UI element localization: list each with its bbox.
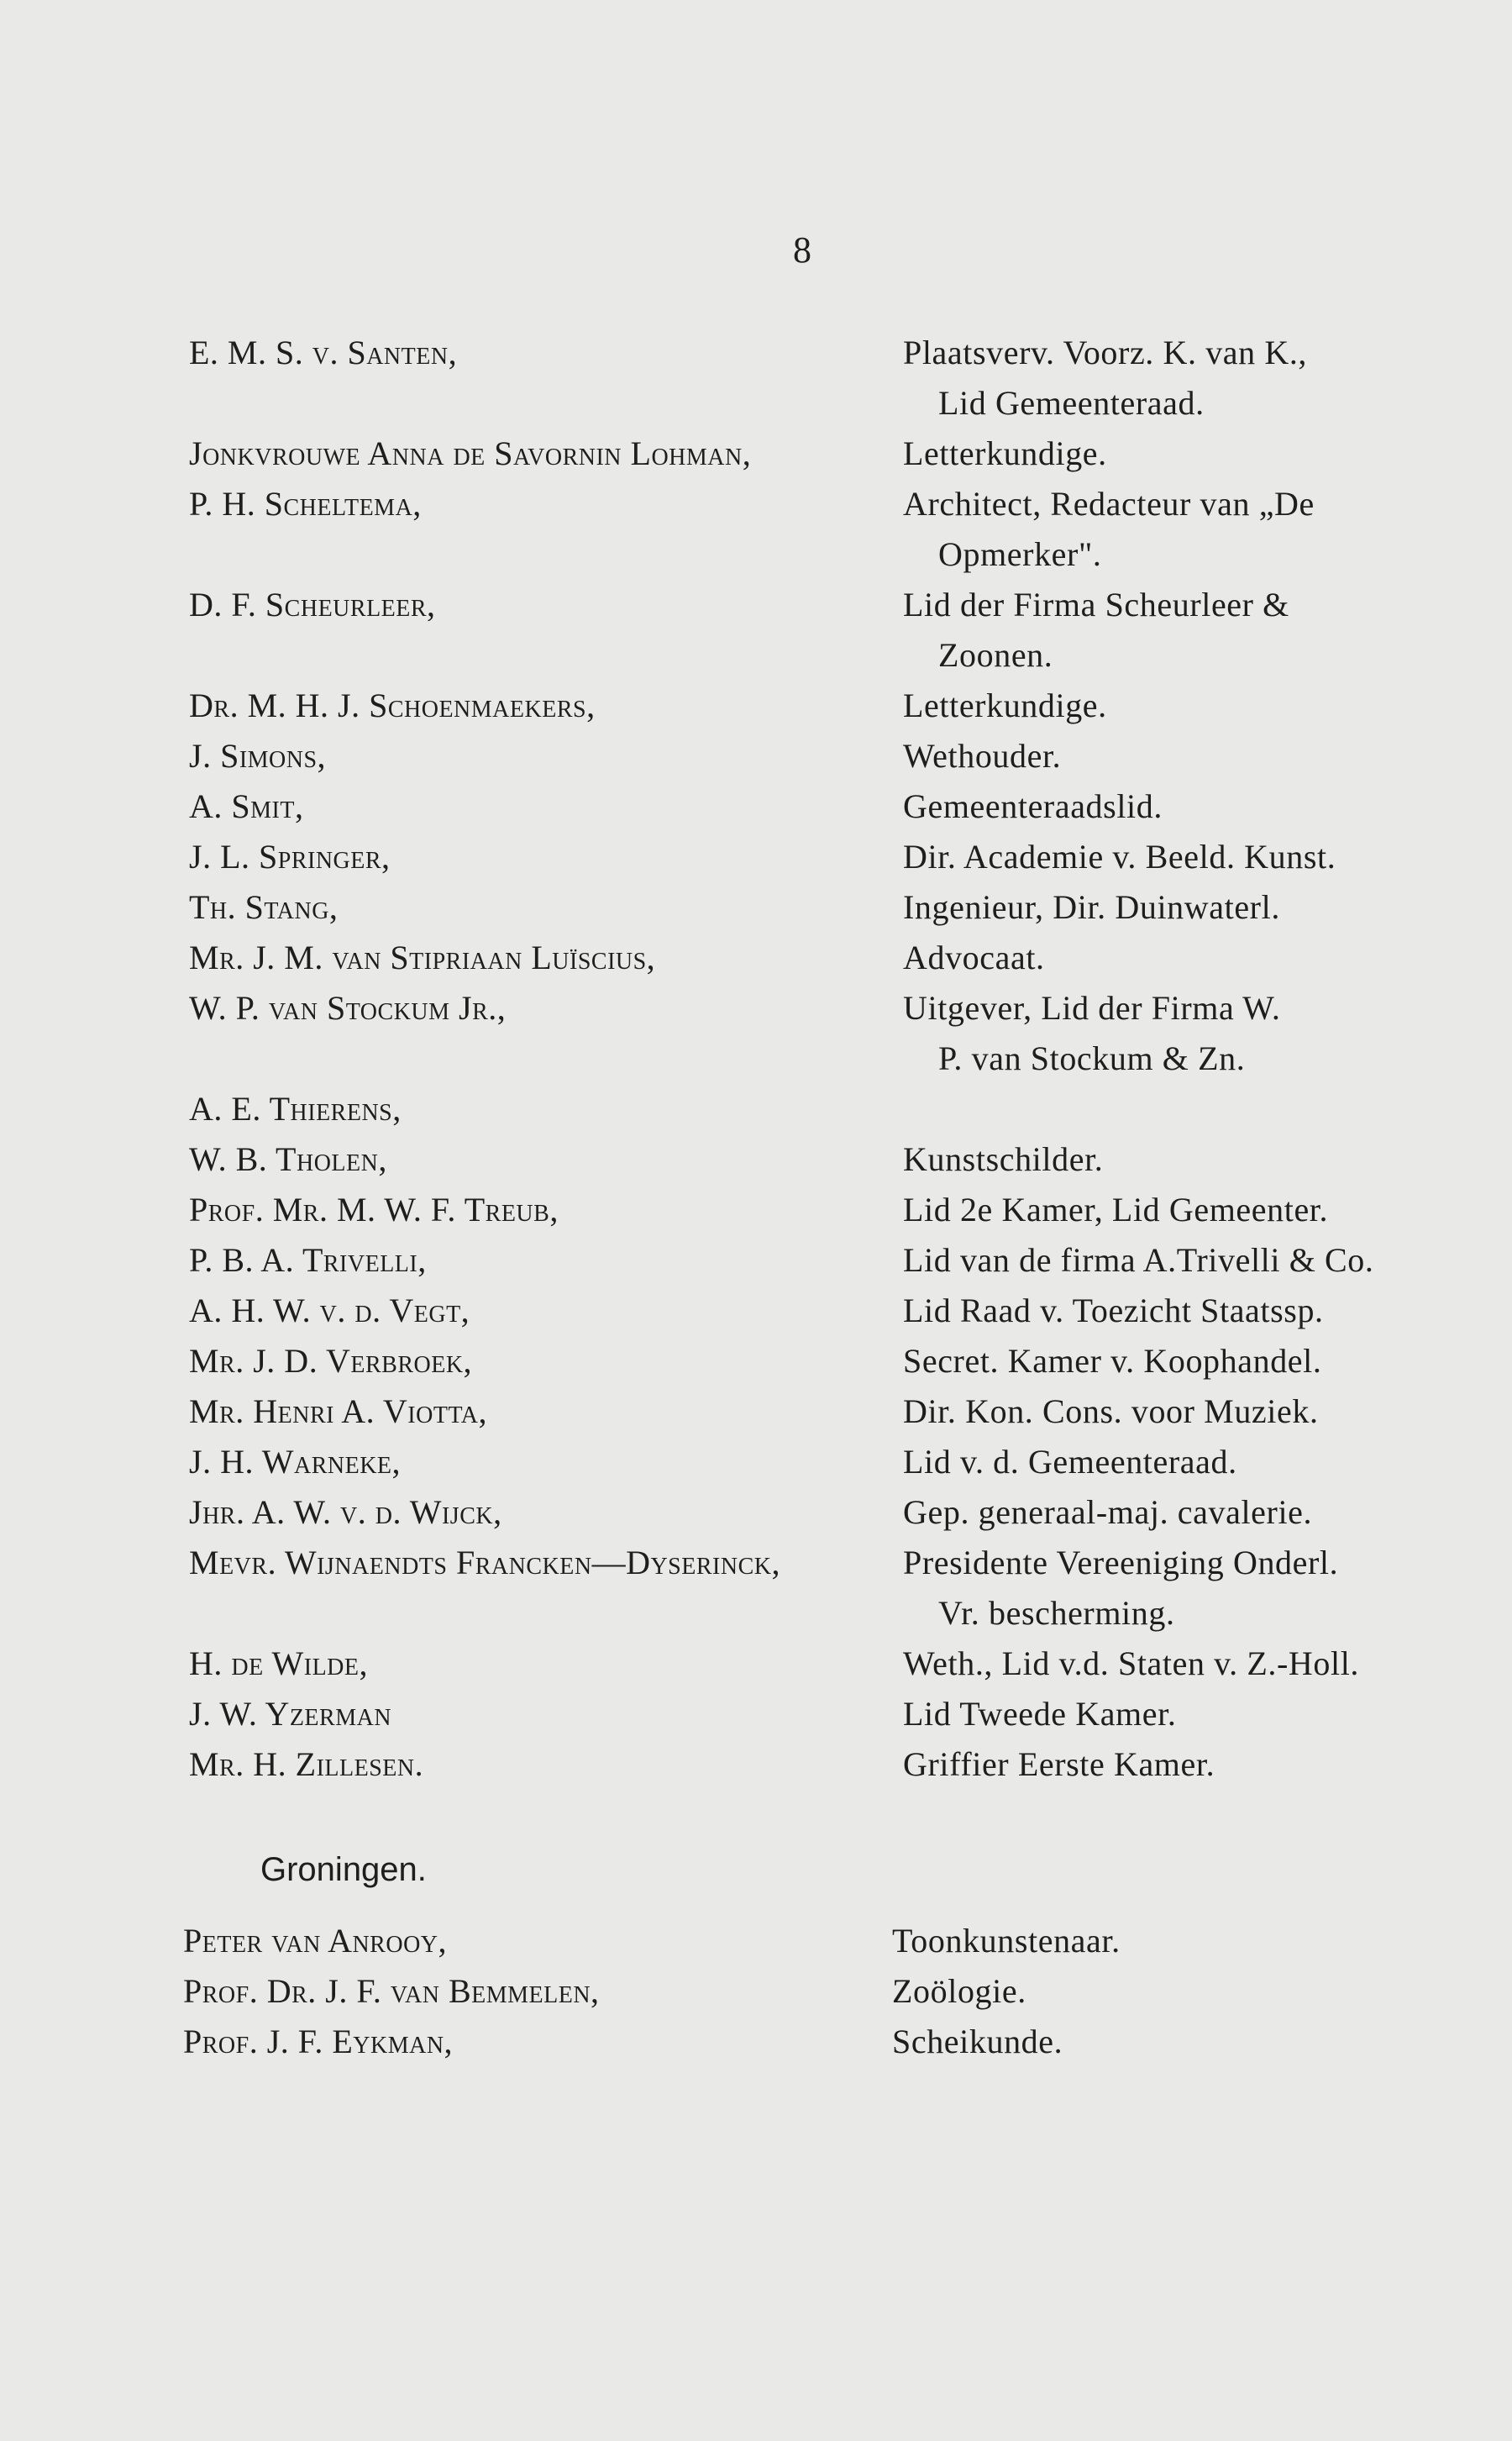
description-line: Gemeenteraadslid. bbox=[903, 787, 1163, 825]
member-description bbox=[903, 1336, 1321, 1386]
description-line: Gep. generaal-maj. cavalerie. bbox=[903, 1493, 1313, 1531]
description-line: Lid van de firma A.Trivelli & Co. bbox=[903, 1241, 1374, 1279]
member-entry bbox=[0, 781, 1512, 832]
member-name: J. Simons, bbox=[189, 737, 327, 775]
groningen-entry bbox=[0, 2017, 1512, 2067]
description-line: Presidente Vereeniging Onderl. bbox=[903, 1544, 1339, 1581]
member-name: Jonkvrouwe Anna de Savornin Lohman, bbox=[189, 434, 752, 472]
description-line: Weth., Lid v.d. Staten v. Z.-Holl. bbox=[903, 1644, 1360, 1682]
member-name: P. B. A. Trivelli, bbox=[189, 1241, 427, 1279]
description-line: Ingenieur, Dir. Duinwaterl. bbox=[903, 888, 1280, 926]
member-name: J. L. Springer, bbox=[189, 838, 391, 876]
member-entry bbox=[0, 882, 1512, 933]
member-entry bbox=[0, 1538, 1512, 1632]
member-name: Peter van Anrooy, bbox=[183, 1922, 448, 1960]
member-entry bbox=[0, 832, 1512, 882]
member-description bbox=[903, 832, 1336, 882]
member-name: Prof. J. F. Eykman, bbox=[183, 2023, 454, 2060]
member-description bbox=[903, 1639, 1359, 1689]
description-line: Secret. Kamer v. Koophandel. bbox=[903, 1342, 1322, 1380]
member-entry bbox=[0, 328, 1512, 422]
member-entry bbox=[0, 1487, 1512, 1538]
description-line: Scheikunde. bbox=[892, 2023, 1063, 2060]
description-line: Letterkundige. bbox=[903, 434, 1107, 472]
description-line: Uitgever, Lid der Firma W. bbox=[903, 989, 1281, 1027]
member-description bbox=[903, 1235, 1374, 1286]
member-entry bbox=[0, 1386, 1512, 1437]
member-name: Prof. Dr. J. F. van Bemmelen, bbox=[183, 1972, 600, 2010]
description-line: Architect, Redacteur van „De bbox=[903, 485, 1315, 523]
description-line: Griffier Eerste Kamer. bbox=[903, 1745, 1215, 1783]
member-description bbox=[892, 2017, 1063, 2067]
member-description bbox=[903, 983, 1280, 1084]
member-entry bbox=[0, 1336, 1512, 1386]
member-entry bbox=[0, 731, 1512, 781]
description-line: Lid 2e Kamer, Lid Gemeenter. bbox=[903, 1191, 1329, 1228]
description-line: Plaatsverv. Voorz. K. van K., bbox=[903, 334, 1308, 371]
member-entry bbox=[0, 681, 1512, 731]
description-line: P. van Stockum & Zn. bbox=[938, 1039, 1246, 1077]
member-description bbox=[903, 1286, 1324, 1336]
description-line: Zoölogie. bbox=[892, 1972, 1026, 2010]
member-name: Mr. J. D. Verbroek, bbox=[189, 1342, 473, 1380]
member-description bbox=[903, 681, 1107, 731]
member-name: J. W. Yzerman bbox=[189, 1695, 392, 1733]
member-description bbox=[903, 479, 1315, 580]
member-entry bbox=[0, 1084, 1512, 1134]
description-line: Dir. Academie v. Beeld. Kunst. bbox=[903, 838, 1336, 876]
description-line: Lid Raad v. Toezicht Staatssp. bbox=[903, 1292, 1324, 1329]
description-line: Letterkundige. bbox=[903, 687, 1107, 724]
description-line: Opmerker". bbox=[938, 535, 1102, 573]
member-description bbox=[903, 1185, 1328, 1235]
groningen-entry bbox=[0, 1966, 1512, 2017]
member-entry bbox=[0, 933, 1512, 983]
groningen-entry bbox=[0, 1916, 1512, 1966]
member-name: P. H. Scheltema, bbox=[189, 485, 422, 523]
member-name: A. E. Thierens, bbox=[189, 1090, 402, 1128]
description-line: Wethouder. bbox=[903, 737, 1062, 775]
member-description bbox=[903, 328, 1307, 429]
member-entry bbox=[0, 479, 1512, 573]
member-entry bbox=[0, 1185, 1512, 1235]
description-line: Advocaat. bbox=[903, 939, 1045, 976]
description-line: Lid Tweede Kamer. bbox=[903, 1695, 1177, 1733]
member-entry bbox=[0, 1437, 1512, 1487]
member-description bbox=[892, 1916, 1121, 1966]
member-entry bbox=[0, 1235, 1512, 1286]
member-name: A. H. W. v. d. Vegt, bbox=[189, 1292, 470, 1329]
description-line: Vr. bescherming. bbox=[938, 1594, 1175, 1632]
member-description bbox=[903, 1487, 1312, 1538]
member-name: Mr. Henri A. Viotta, bbox=[189, 1392, 488, 1430]
member-name: J. H. Warneke, bbox=[189, 1443, 402, 1481]
member-description bbox=[903, 1538, 1338, 1639]
member-description bbox=[903, 1689, 1176, 1739]
member-description bbox=[903, 781, 1163, 832]
member-name: Jhr. A. W. v. d. Wijck, bbox=[189, 1493, 502, 1531]
member-name: W. B. Tholen, bbox=[189, 1140, 387, 1178]
member-entry bbox=[0, 429, 1512, 479]
member-entry bbox=[0, 1639, 1512, 1689]
member-name: W. P. van Stockum Jr., bbox=[189, 989, 507, 1027]
member-name: Th. Stang, bbox=[189, 888, 339, 926]
member-description bbox=[903, 580, 1289, 681]
member-entry bbox=[0, 1739, 1512, 1790]
section-heading-groningen: Groningen. bbox=[260, 1851, 427, 1888]
member-description bbox=[903, 882, 1280, 933]
member-entry bbox=[0, 1286, 1512, 1336]
member-name: D. F. Scheurleer, bbox=[189, 586, 436, 623]
description-line: Lid der Firma Scheurleer & bbox=[903, 586, 1289, 623]
description-line: Toonkunstenaar. bbox=[892, 1922, 1121, 1960]
member-name: H. de Wilde, bbox=[189, 1644, 368, 1682]
description-line: Kunstschilder. bbox=[903, 1140, 1104, 1178]
member-description bbox=[903, 1386, 1319, 1437]
member-description bbox=[903, 1739, 1215, 1790]
member-name: A. Smit, bbox=[189, 787, 304, 825]
member-entry bbox=[0, 580, 1512, 674]
member-description bbox=[892, 1966, 1026, 2017]
member-name: Prof. Mr. M. W. F. Treub, bbox=[189, 1191, 559, 1228]
member-description bbox=[903, 429, 1107, 479]
page-number: 8 bbox=[793, 229, 811, 271]
member-name: E. M. S. v. Santen, bbox=[189, 334, 458, 371]
member-description bbox=[903, 1437, 1237, 1487]
description-line: Lid v. d. Gemeenteraad. bbox=[903, 1443, 1237, 1481]
member-description bbox=[903, 1134, 1103, 1185]
member-name: Mr. H. Zillesen. bbox=[189, 1745, 424, 1783]
member-name: Mevr. Wijnaendts Francken—Dyserinck, bbox=[189, 1544, 780, 1581]
member-entry bbox=[0, 1689, 1512, 1739]
description-line: Zoonen. bbox=[938, 636, 1053, 674]
description-line: Dir. Kon. Cons. voor Muziek. bbox=[903, 1392, 1319, 1430]
member-description bbox=[903, 933, 1045, 983]
member-name: Dr. M. H. J. Schoenmaekers, bbox=[189, 687, 596, 724]
member-name: Mr. J. M. van Stipriaan Luïscius, bbox=[189, 939, 656, 976]
member-entry bbox=[0, 983, 1512, 1077]
member-entry bbox=[0, 1134, 1512, 1185]
description-line: Lid Gemeenteraad. bbox=[938, 384, 1205, 422]
member-description bbox=[903, 731, 1061, 781]
